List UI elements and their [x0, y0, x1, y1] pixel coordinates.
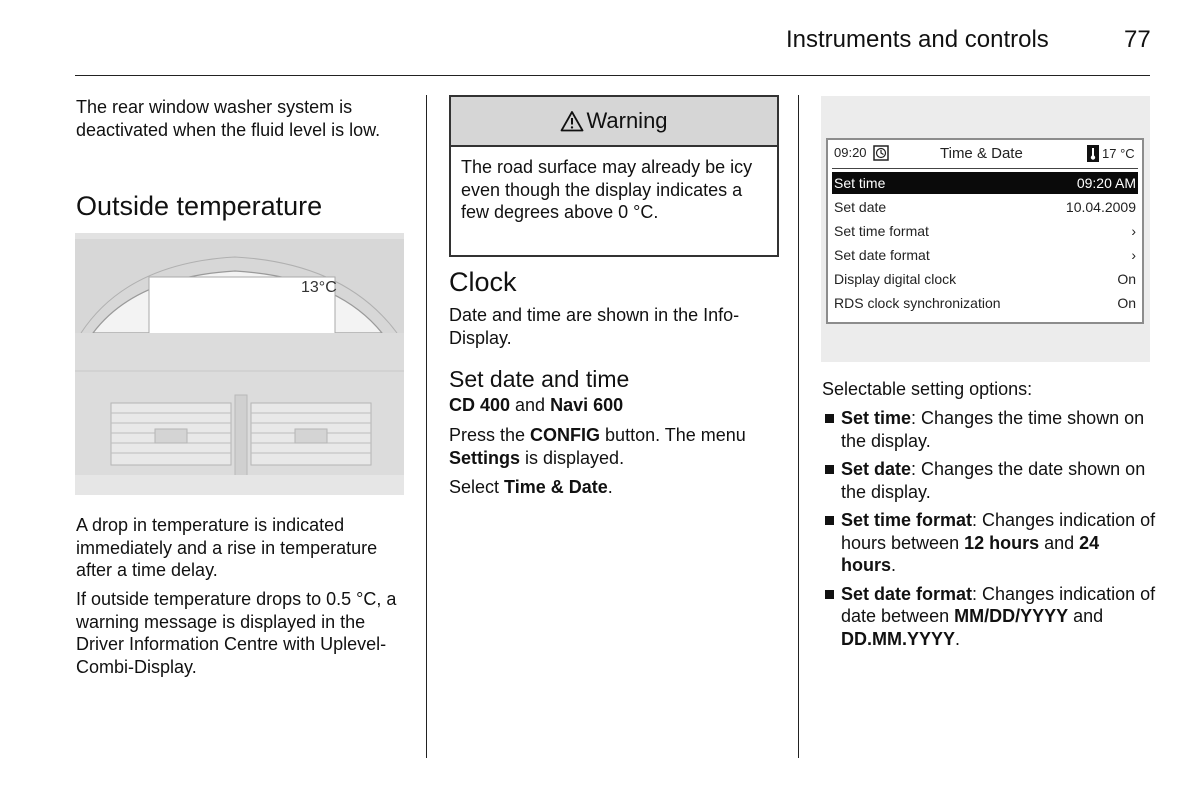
- bullet-icon: [825, 414, 834, 423]
- menu-row-set-time-format[interactable]: [832, 220, 1138, 242]
- list-item: [822, 458, 1156, 503]
- format-dd-mm-yyyy: DD.MM.YYYY: [841, 628, 956, 649]
- config-text-2: button. The menu: [600, 425, 746, 445]
- config-text-3: is displayed.: [520, 447, 625, 468]
- applicable-models: [449, 394, 623, 417]
- bullet-icon: [825, 590, 834, 599]
- menu-row-set-date[interactable]: [832, 196, 1138, 218]
- info-display-status-bar: [828, 140, 1142, 168]
- option-conjunction: and: [1039, 532, 1080, 553]
- submenu-arrow-icon: ›: [1131, 247, 1136, 263]
- option-term: Set time: [841, 408, 912, 428]
- bullet-icon: [825, 465, 834, 474]
- menu-row-label: RDS clock synchronization: [834, 295, 1001, 311]
- column-divider-right: [798, 95, 799, 758]
- menu-row-label: Display digital clock: [834, 271, 957, 287]
- option-end-punctuation: .: [891, 555, 897, 575]
- select-text-1: Select: [449, 477, 505, 497]
- clock-check-icon: [873, 145, 889, 161]
- option-term: Set date format: [841, 583, 973, 604]
- warning-header: [451, 97, 777, 147]
- model-navi600: Navi 600: [550, 395, 624, 415]
- time-date-menu-name: Time & Date: [504, 477, 608, 497]
- running-header-title: Instruments and controls: [786, 26, 1049, 53]
- menu-row-value: 10.04.2009: [1065, 199, 1136, 215]
- setting-options-list: [822, 407, 1156, 656]
- temperature-warning-paragraph: If outside temperature drops to 0.5 °C, a warning message is displayed in the Driver Information Centre with Uplevel-Combi-Display.: [76, 589, 397, 677]
- option-term: Set time format: [841, 510, 973, 530]
- menu-row-label: Set date: [834, 199, 887, 215]
- thermometer-icon: [1087, 145, 1099, 162]
- list-item: [822, 509, 1156, 577]
- display-clock: 09:20: [834, 145, 867, 160]
- menu-row-set-time[interactable]: [832, 172, 1138, 194]
- format-24-hours: 24 hours: [841, 532, 1100, 575]
- clock-description: Date and time are shown in the Info-Display.: [449, 305, 740, 348]
- model-cd400: CD 400: [449, 395, 511, 415]
- option-description: : Changes the date shown on the display.: [841, 459, 1146, 502]
- warning-triangle-icon: [560, 110, 584, 132]
- display-menu-title: Time & Date: [940, 145, 1023, 162]
- bullet-icon: [825, 516, 834, 525]
- settings-menu-name: Settings: [449, 447, 521, 468]
- option-conjunction: and: [1068, 606, 1104, 626]
- format-12-hours: 12 hours: [964, 532, 1040, 553]
- display-header-divider: [832, 168, 1138, 169]
- menu-row-set-date-format[interactable]: [832, 244, 1138, 266]
- list-item: [822, 583, 1156, 651]
- temperature-delay-paragraph: A drop in temperature is indicated immediately and a rise in temperature after a time delay.: [76, 515, 378, 580]
- menu-row-label: Set time: [834, 175, 886, 191]
- menu-row-value: On: [1117, 271, 1136, 287]
- option-term: Set date: [841, 459, 912, 479]
- config-text-1: Press the: [449, 425, 531, 445]
- option-description: : Changes the time shown on the display.: [841, 408, 1145, 451]
- set-date-time-heading: Set date and time: [449, 366, 630, 392]
- menu-row-label: Set date format: [834, 247, 930, 263]
- clock-heading: Clock: [449, 267, 517, 297]
- warning-title: Warning: [586, 108, 668, 133]
- config-instruction: [449, 424, 785, 469]
- menu-row-label: Set time format: [834, 223, 929, 239]
- outside-temperature-heading: Outside temperature: [76, 191, 323, 221]
- instrument-cluster-illustration: [75, 233, 404, 495]
- option-description: : Changes indication of hours between: [841, 510, 1156, 553]
- washer-intro-paragraph: The rear window washer system is deactivated when the fluid level is low.: [76, 97, 381, 140]
- option-end-punctuation: .: [955, 628, 961, 649]
- select-instruction: [449, 476, 613, 499]
- warning-box: [449, 95, 779, 257]
- column-divider-left: [426, 95, 427, 758]
- select-text-2: .: [607, 477, 613, 497]
- header-divider: [75, 75, 1150, 76]
- page-number: 77: [1124, 26, 1151, 53]
- info-display-screen: [826, 138, 1144, 324]
- menu-row-value: 09:20 AM: [1076, 175, 1136, 191]
- list-item: [822, 407, 1156, 452]
- submenu-arrow-icon: ›: [1131, 223, 1136, 239]
- models-conjunction: and: [510, 395, 551, 415]
- cluster-temperature-readout: 13°C: [301, 279, 337, 296]
- instrument-cluster-drawing: [75, 233, 404, 495]
- menu-row-rds-clock-sync[interactable]: [832, 292, 1138, 314]
- options-intro: Selectable setting options:: [822, 379, 1033, 399]
- config-button-name: CONFIG: [530, 425, 601, 445]
- display-temperature: 17 °C: [1102, 146, 1135, 161]
- warning-text: The road surface may already be icy even though the display indicates a few degrees above 0 °C.: [461, 157, 753, 222]
- menu-row-value: On: [1117, 295, 1136, 311]
- option-description: : Changes indication of date between: [841, 583, 1156, 626]
- menu-row-display-digital-clock[interactable]: [832, 268, 1138, 290]
- format-mm-dd-yyyy: MM/DD/YYYY: [954, 606, 1069, 626]
